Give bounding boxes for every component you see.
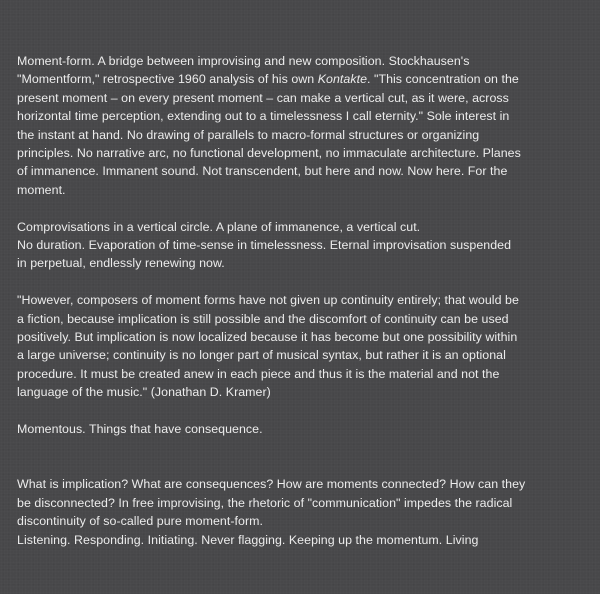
text-line: moment. — [17, 182, 66, 197]
text-line: principles. No narrative arc, no functional development, no immaculate architecture. Planes — [17, 146, 521, 161]
text-line: What is implication? What are consequences? How are moments connected? How can they — [17, 477, 526, 492]
text-line: in perpetual, endlessly renewing now. — [17, 256, 225, 271]
text-line: Comprovisations in a vertical circle. A plane of immanence, a vertical cut. — [17, 219, 421, 234]
paragraph-moment-form — [17, 52, 583, 199]
text-line: procedure. It must be created anew in each piece and thus it is the material and not the — [17, 366, 500, 381]
liner-notes-text — [17, 52, 583, 549]
text-line: of immanence. Immanent sound. Not transcendent, but here and now. Now here. For the — [17, 164, 508, 179]
paragraph-momentous — [17, 420, 583, 438]
text-line: Moment-form. A bridge between improvising and new composition. Stockhausen's — [17, 54, 470, 68]
text-line: positively. But implication is now localized because it has become but one possibility within — [17, 330, 518, 345]
text-line: discontinuity of so-called pure moment-form. — [17, 514, 263, 529]
text-line: language of the music." (Jonathan D. Kramer) — [17, 385, 271, 400]
text-line: horizontal time perception, extending out to a timelessness I call eternity." Sole interest in — [17, 109, 510, 124]
text-line: present moment – on every present moment – can make a vertical cut, as it were, across — [17, 90, 509, 105]
text-line: be disconnected? In free improvising, the rhetoric of "communication" impedes the radical — [17, 495, 513, 510]
italic-title-kontakte: Kontakte — [317, 72, 368, 87]
text-line: the instant at hand. No drawing of parallels to macro-formal structures or organizing — [17, 127, 480, 142]
paragraph-kramer-quote — [17, 291, 583, 401]
text-line: No duration. Evaporation of time-sense in timelessness. Eternal improvisation suspended — [17, 238, 512, 253]
text-line: Momentous. Things that have consequence. — [17, 422, 263, 437]
text-line: a fiction, because implication is still possible and the discomfort of continuity can be used — [17, 311, 509, 326]
paragraph-implication — [17, 475, 583, 549]
paragraph-comprovisations — [17, 218, 583, 273]
text-line: a large universe; continuity is no longer part of musical syntax, but rather it is an optional — [17, 348, 506, 363]
text-line: "Momentform," retrospective 1960 analysis of his own Kontakte. "This concentration on the — [17, 72, 519, 87]
text-line: "However, composers of moment forms have not given up continuity entirely; that would be — [17, 293, 519, 308]
text-line: Listening. Responding. Initiating. Never flagging. Keeping up the momentum. Living — [17, 532, 479, 547]
